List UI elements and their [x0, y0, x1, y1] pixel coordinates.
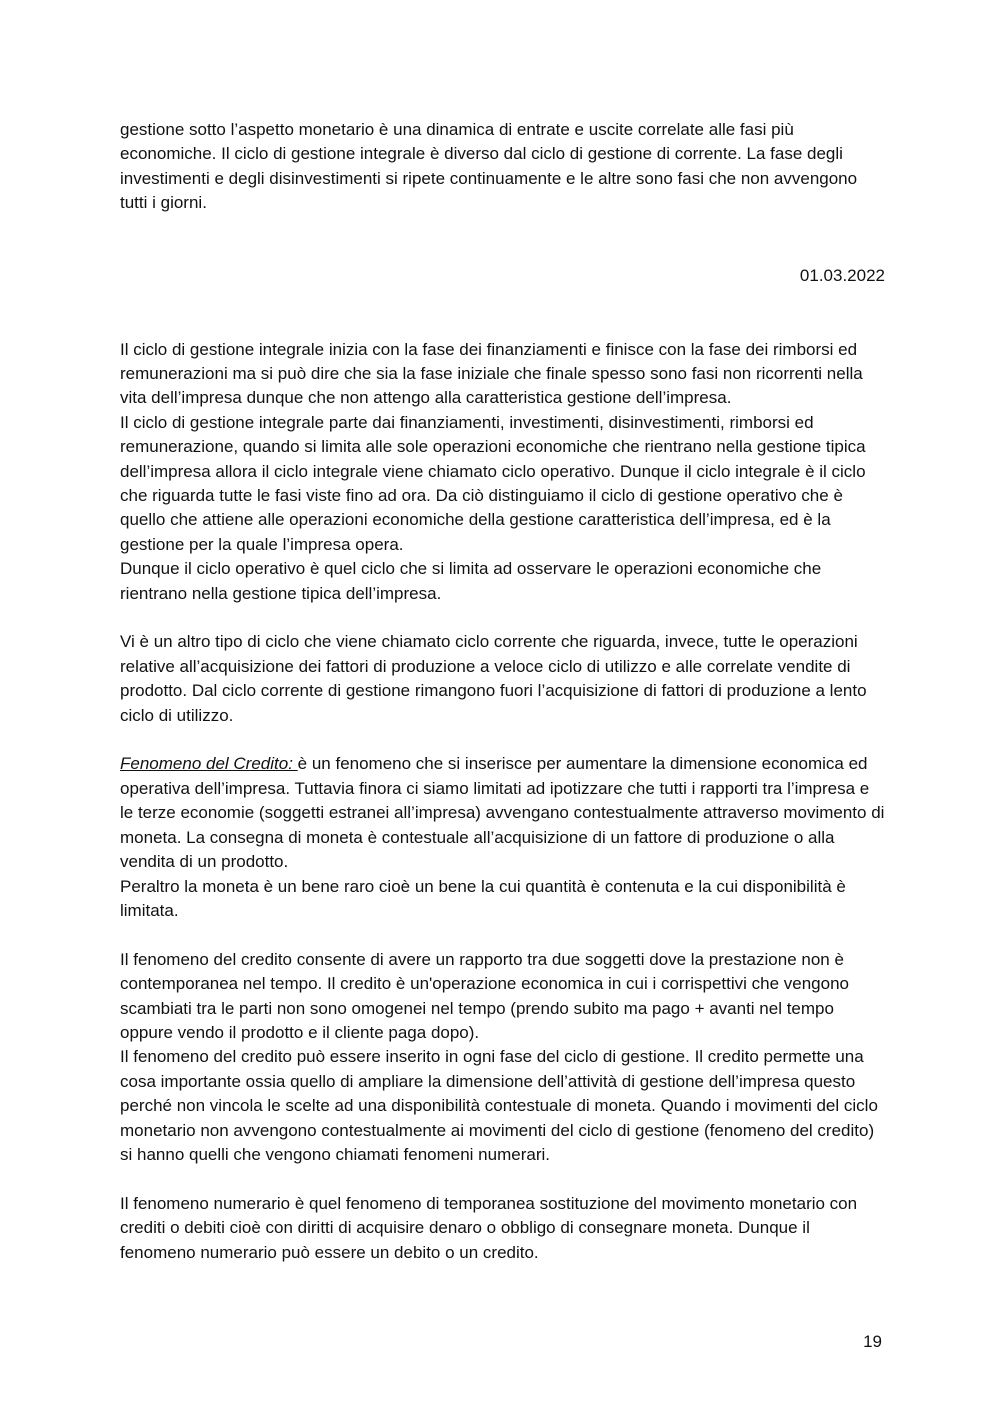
- paragraph-fenomeno-credito: [120, 752, 885, 874]
- spacer: [120, 728, 885, 752]
- paragraph-ciclo-integrale: Il ciclo di gestione integrale inizia con la fase dei finanziamenti e finisce con la fase dei rimborsi ed remunerazioni ma si può dire che sia la fase iniziale che finale spesso sono fasi non ricorrenti nella vita dell’impresa dunque che non attengo alla caratteristica gestione dell’impresa.: [120, 339, 863, 408]
- paragraph-credito-fasi: Il fenomeno del credito può essere inserito in ogni fase del ciclo di gestione. Il credito permette una cosa importante ossia quello di ampliare la dimensione dell’attività di gestione dell’impresa questo perché non vincola le scelte ad una disponibilità contestuale di moneta. Quando i movimenti del ciclo monetario non avvengono contestualmente ai movimenti del ciclo di gestione (fenomeno del credito) si hanno quelli che vengono chiamati fenomeni numerari.: [120, 1047, 878, 1164]
- spacer: [120, 313, 885, 337]
- document-body: [120, 118, 885, 1265]
- paragraph-ciclo-corrente: Vi è un altro tipo di ciclo che viene chiamato ciclo corrente che riguarda, invece, tutte le operazioni relative all’acquisizione dei fattori di produzione a veloce ciclo di utilizzo e alle correlate vendite di prodotto. Dal ciclo corrente di gestione rimangono fuori l’acquisizione di fattori di produzione a lento ciclo di utilizzo.: [120, 632, 867, 725]
- spacer: [120, 923, 885, 947]
- paragraph-moneta: Peraltro la moneta è un bene raro cioè un bene la cui quantità è contenuta e la cui disponibilità è limitata.: [120, 876, 846, 920]
- paragraph-ciclo-operativo-summary: Dunque il ciclo operativo è quel ciclo che si limita ad osservare le operazioni economiche che rientrano nella gestione tipica dell’impresa.: [120, 559, 822, 603]
- page-number: 19: [863, 1332, 882, 1351]
- spacer: [120, 216, 885, 240]
- paragraph-ciclo-operativo: Il ciclo di gestione integrale parte dai finanziamenti, investimenti, disinvestimenti, rimborsi ed remunerazione, quando si limita alle sole operazioni economiche che rientrano nella gestione tipica dell’impresa allora il ciclo integrale viene chiamato ciclo operativo. Dunque il ciclo integrale è il ciclo che riguarda tutte le fasi viste fino ad ora. Da ciò distinguiamo il ciclo di gestione operativo che è quello che attiene alle operazioni economiche della gestione caratteristica dell’impresa, ed è la gestione per la quale l’impresa opera.: [120, 412, 866, 554]
- spacer: [120, 240, 885, 264]
- fenomeno-credito-text: è un fenomeno che si inserisce per aumentare la dimensione economica ed operativa dell’impresa. Tuttavia finora ci siamo limitati ad ipotizzare che tutti i rapporti tra l’impresa e le terze economie (soggetti estranei all’impresa) avvengano contestualmente attraverso movimento di moneta. La consegna di moneta è contestuale all’acquisizione di un fattore di produzione o alla vendita di un prodotto.: [120, 754, 885, 872]
- paragraph-fenomeno-numerario: Il fenomeno numerario è quel fenomeno di temporanea sostituzione del movimento monetario con crediti o debiti cioè con diritti di acquisire denaro o obbligo di consegnare moneta. Dunque il fenomeno numerario può essere un debito o un credito.: [120, 1193, 858, 1262]
- paragraph-credito-rapporto: Il fenomeno del credito consente di avere un rapporto tra due soggetti dove la prestazione non è contemporanea nel tempo. Il credito è un'operazione economica in cui i corrispettivi che vengono scambiati tra le parti non sono omogenei nel tempo (prendo subito ma pago + avanti nel tempo oppure vendo il prodotto e il cliente paga dopo).: [120, 949, 849, 1042]
- spacer: [120, 606, 885, 630]
- paragraph-intro: gestione sotto l’aspetto monetario è una dinamica di entrate e uscite correlate alle fasi più economiche. Il ciclo di gestione integrale è diverso dal ciclo di gestione di corrente. La fase degli investimenti e degli disinvestimenti si ripete continuamente e le altre sono fasi che non avvengono tutti i giorni.: [120, 120, 858, 213]
- spacer: [120, 289, 885, 313]
- date-heading: 01.03.2022: [799, 266, 885, 286]
- spacer: [120, 1167, 885, 1191]
- fenomeno-credito-heading: Fenomeno del Credito:: [120, 754, 298, 774]
